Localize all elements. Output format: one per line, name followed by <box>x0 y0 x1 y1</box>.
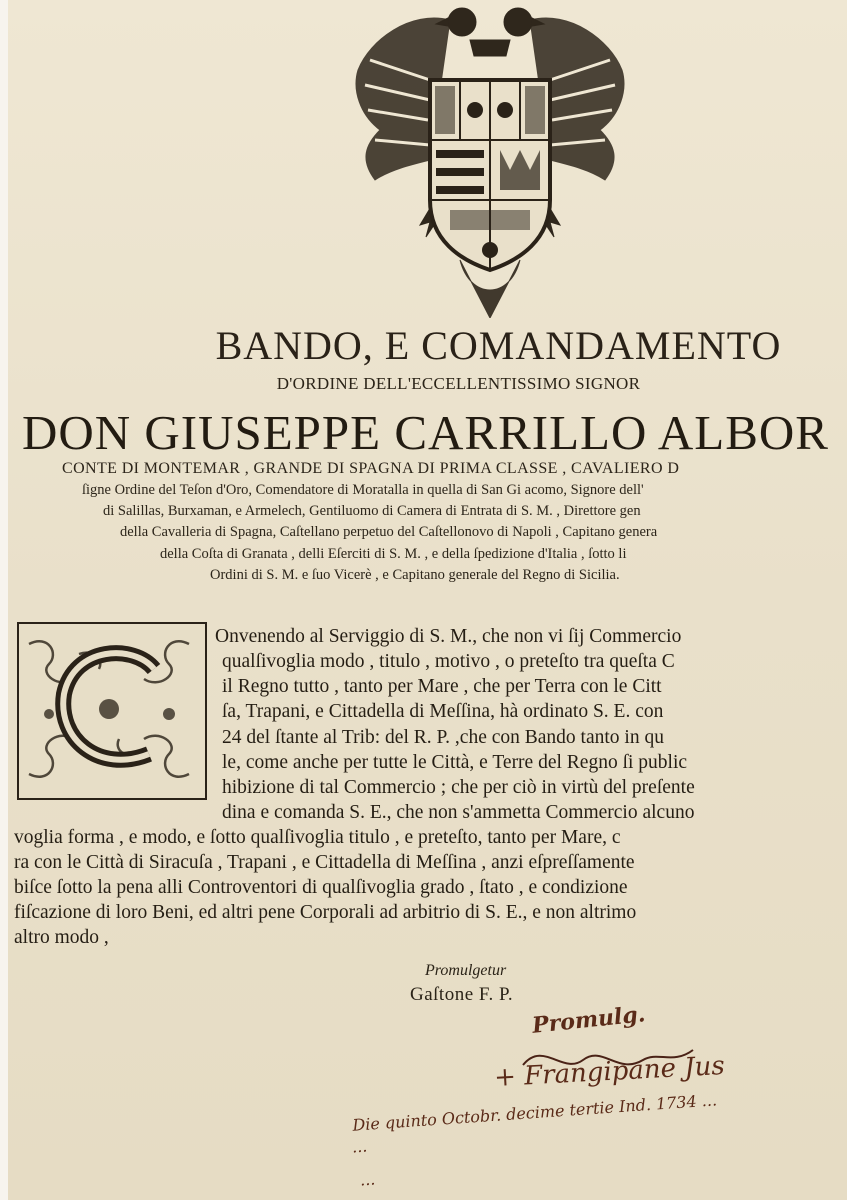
printed-signature: Gaſtone F. P. <box>410 984 514 1005</box>
document-title: BANDO, E COMANDAMENTO <box>215 323 782 368</box>
body-line: hibizione di tal Commercio ; che per ciò in virtù del preſente <box>222 777 695 798</box>
body-line: fiſcazione di loro Beni, ed altri pene Corporali ad arbitrio di S. E., e non altrimo <box>14 902 637 923</box>
page-edge <box>0 0 8 1200</box>
titles-line: CONTE DI MONTEMAR , GRANDE DI SPAGNA DI PRIMA CLASSE , CAVALIERO D <box>62 460 680 477</box>
titles-line: di Salillas, Burxaman, e Armelech, Gentiluomo di Camera di Entrata di S. M. , Direttore gen <box>103 503 641 519</box>
decorated-initial <box>17 622 207 800</box>
body-line: qualſivoglia modo , titulo , motivo , o preteſto tra queſta C <box>222 651 675 672</box>
body-line: ra con le Città di Siracuſa , Trapani , e Cittadella di Meſſina , anzi eſpreſſamente <box>14 852 635 873</box>
crest-eagle-emblem <box>340 0 640 318</box>
titles-line: della Coſta di Granata , delli Eſerciti di S. M. , e della ſpedizione d'Italia , ſotto li <box>160 546 627 562</box>
handwritten-signature: + Frangipane Jus <box>493 1050 726 1094</box>
titles-line: della Cavalleria di Spagna, Caſtellano perpetuo del Caſtellonovo di Napoli , Capitano genera <box>120 524 658 540</box>
titles-line: ſigne Ordine del Teſon d'Oro, Comendatore di Moratalla in quella di San Gi acomo, Signore dell' <box>82 482 644 498</box>
body-line: il Regno tutto , tanto per Mare , che per Terra con le Citt <box>222 676 662 697</box>
body-line: ſa, Trapani, e Cittadella di Meſſina, hà ordinato S. E. con <box>222 701 664 722</box>
body-line: biſce ſotto la pena alli Controventori di qualſivoglia grado , ſtato , e condizione <box>14 877 628 898</box>
body-line: 24 del ſtante al Trib: del R. P. ,che con Bando tanto in qu <box>222 727 664 748</box>
handwritten-promulg: Promulg. <box>530 1001 647 1039</box>
body-line: altro modo , <box>14 927 109 948</box>
promulgetur-label: Promulgetur <box>425 962 507 979</box>
body-line: Onvenendo al Serviggio di S. M., che non vi ſij Commercio <box>215 626 682 647</box>
body-line: voglia forma , e modo, e ſotto qualſivoglia titulo , e preteſto, tanto per Mare, c <box>14 827 621 848</box>
handwritten-note-line: ... <box>351 1136 368 1157</box>
handwritten-note-line: Die quinto Octobr. decime tertie Ind. 1734 ... <box>351 1090 718 1135</box>
body-line: le, come anche per tutte le Città, e Terre del Regno ſi public <box>222 752 688 773</box>
titles-line: Ordini di S. M. e ſuo Vicerè , e Capitano generale del Regno di Sicilia. <box>210 567 620 583</box>
issuer-name: DON GIUSEPPE CARRILLO ALBOR <box>22 405 829 460</box>
initial-c-ornament-icon <box>19 624 205 798</box>
body-line: dina e comanda S. E., che non s'ammetta Commercio alcuno <box>222 802 695 823</box>
document-subtitle: D'ORDINE DELL'ECCELLENTISSIMO SIGNOR <box>276 374 641 393</box>
handwritten-note-line: ... <box>359 1169 376 1190</box>
